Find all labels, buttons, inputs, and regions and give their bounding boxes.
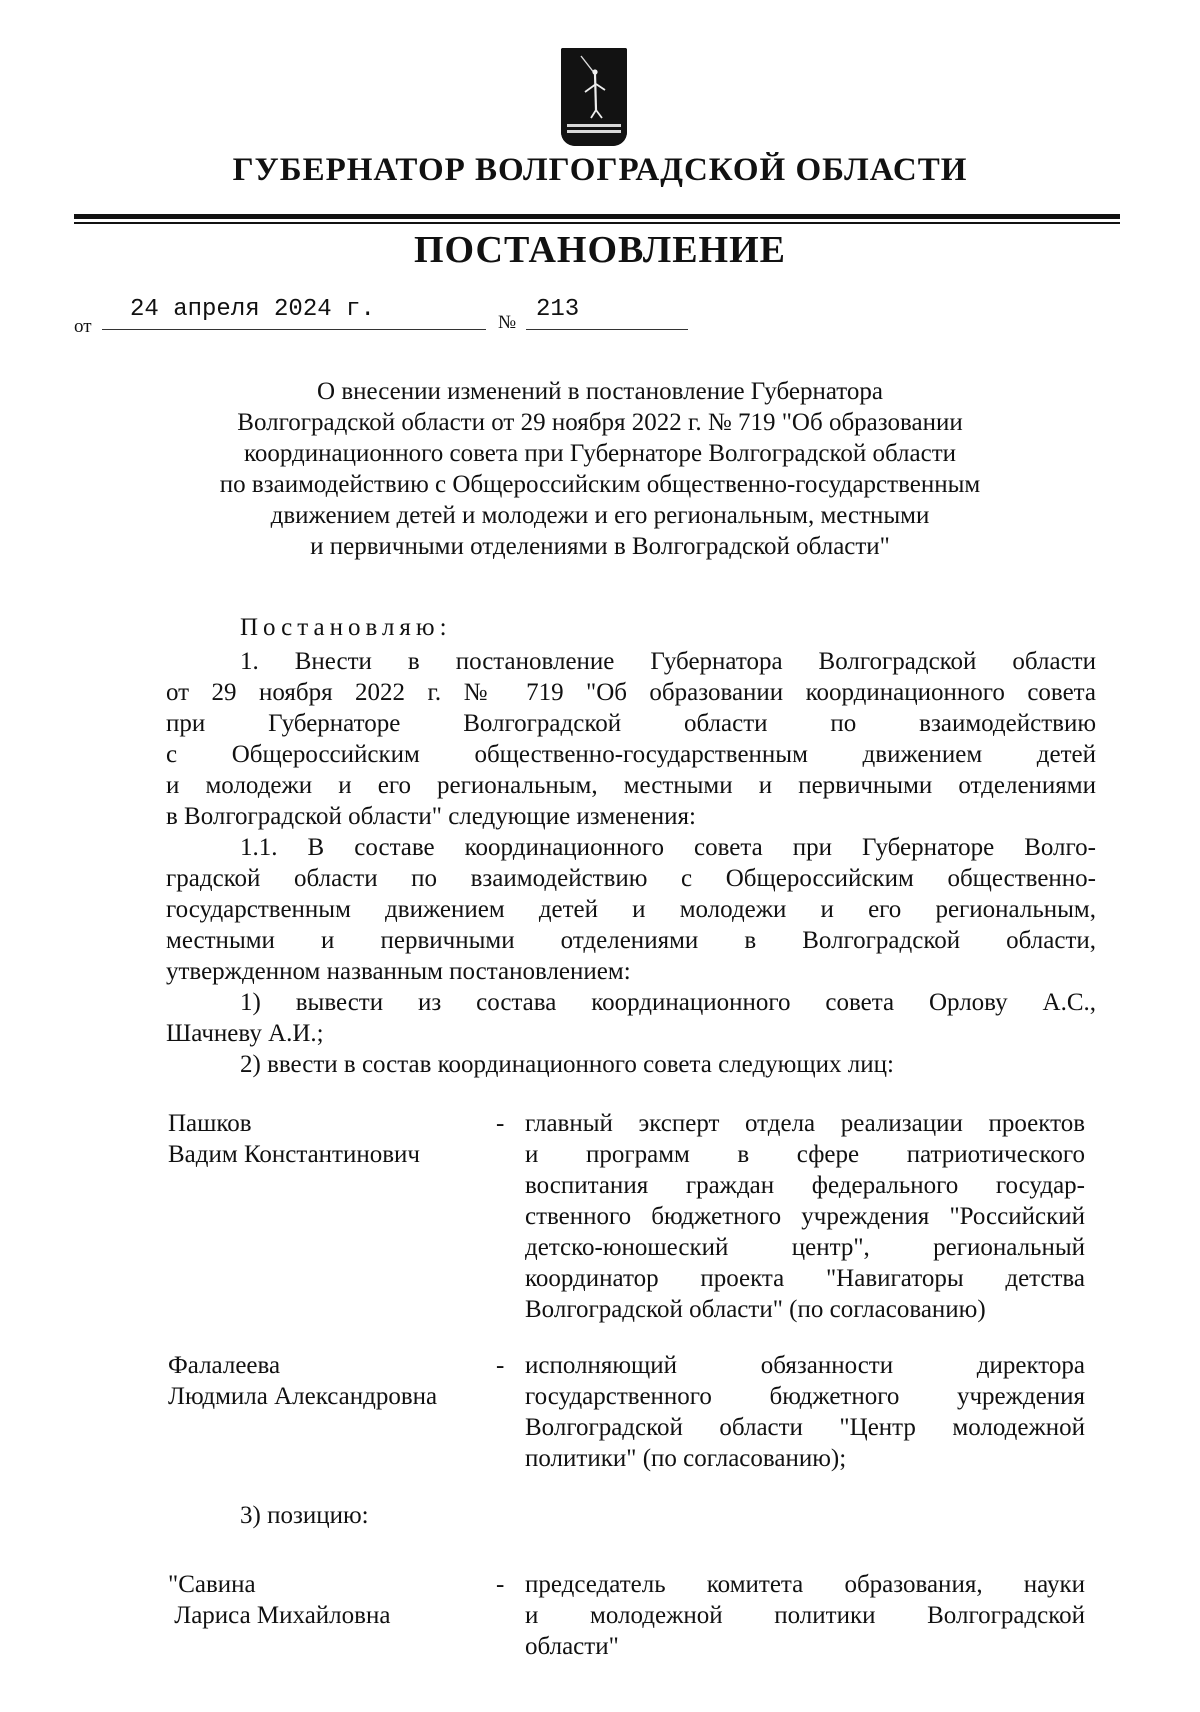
document-number: 213 <box>536 296 580 323</box>
paragraph-line: 1. Внести в постановление Губернатора Волгоградской области <box>240 648 1096 675</box>
position-role <box>525 1569 1085 1662</box>
member-role <box>525 1108 1085 1325</box>
position-name <box>168 1569 488 1631</box>
title-line: О внесении изменений в постановление Губернатора <box>317 378 883 405</box>
paragraph-line: 2) ввести в состав координационного совета следующих лиц: <box>240 1051 894 1078</box>
number-label: № <box>498 312 517 333</box>
member-role <box>525 1350 1085 1474</box>
title-line: по взаимодействию с Общероссийским общественно-государственным <box>219 471 981 498</box>
member-name <box>168 1108 488 1170</box>
member-dash: - <box>496 1110 505 1137</box>
paragraph-1-1 <box>166 832 1096 987</box>
role-line: Волгоградской области "Центр молодежной <box>525 1414 1085 1441</box>
role-line: Волгоградской области" (по согласованию) <box>525 1296 986 1323</box>
document-type: ПОСТАНОВЛЕНИЕ <box>413 229 787 271</box>
header-divider-thin <box>74 222 1120 224</box>
position-dash: - <box>496 1571 505 1598</box>
member-surname: Фалалеева <box>168 1352 281 1379</box>
member-dash: - <box>496 1352 505 1379</box>
role-line: государственного бюджетного учреждения <box>525 1383 1085 1410</box>
paragraph-line: с Общероссийским общественно-государственным движением детей <box>166 741 1096 768</box>
document-title <box>100 376 1100 562</box>
member-given-names: Людмила Александровна <box>168 1383 438 1410</box>
paragraph-line: при Губернаторе Волгоградской области по взаимодействию <box>166 710 1096 737</box>
paragraph-line: 3) позицию: <box>240 1502 369 1529</box>
role-line: политики" (по согласованию); <box>525 1445 847 1472</box>
paragraph-line: местными и первичными отделениями в Волгоградской области, <box>166 927 1096 954</box>
paragraph-line: утвержденном названным постановлением: <box>166 958 631 985</box>
member-name <box>168 1350 488 1412</box>
item-2 <box>166 1049 1096 1080</box>
role-line: области" <box>525 1633 619 1660</box>
title-line: Волгоградской области от 29 ноября 2022 г. № 719 "Об образовании <box>237 409 963 436</box>
document-date: 24 апреля 2024 г. <box>130 296 375 323</box>
title-line: движением детей и молодежи и его региональным, местными <box>270 502 930 529</box>
paragraph-line: градской области по взаимодействию с Общероссийским общественно- <box>166 865 1096 892</box>
decree-word: Постановляю: <box>240 614 452 641</box>
role-line: ственного бюджетного учреждения "Российский <box>525 1203 1085 1230</box>
title-line: и первичными отделениями в Волгоградской области" <box>310 533 890 560</box>
date-prefix-label: от <box>74 316 92 337</box>
role-line: и программ в сфере патриотического <box>525 1141 1085 1168</box>
role-line: председатель комитета образования, науки <box>525 1571 1085 1598</box>
member-surname: Пашков <box>168 1110 252 1137</box>
position-given-names: Лариса Михайловна <box>168 1602 391 1629</box>
header-divider-thick <box>74 214 1120 219</box>
paragraph-line: от 29 ноября 2022 г. № 719 "Об образовании координационного совета <box>166 679 1096 706</box>
paragraph-1 <box>166 646 1096 832</box>
paragraph-line: Шачневу А.И.; <box>166 1020 324 1047</box>
position-surname: "Савина <box>168 1571 256 1598</box>
member-given-names: Вадим Константинович <box>168 1141 420 1168</box>
paragraph-line: в Волгоградской области" следующие изменения: <box>166 803 696 830</box>
date-underline <box>102 329 486 330</box>
role-line: детско-юношеский центр", региональный <box>525 1234 1085 1261</box>
item-1 <box>166 987 1096 1049</box>
paragraph-line: 1.1. В составе координационного совета при Губернаторе Волго- <box>240 834 1096 861</box>
volgograd-coat-of-arms-icon <box>561 48 627 146</box>
paragraph-line: государственным движением детей и молодежи и его региональным, <box>166 896 1096 923</box>
role-line: воспитания граждан федерального государ- <box>525 1172 1085 1199</box>
paragraph-line: и молодежи и его региональным, местными и первичными отделениями <box>166 772 1096 799</box>
role-line: координатор проекта "Навигаторы детства <box>525 1265 1085 1292</box>
title-line: координационного совета при Губернаторе Волгоградской области <box>243 440 957 467</box>
paragraph-line: 1) вывести из состава координационного совета Орлову А.С., <box>240 989 1096 1016</box>
item-3 <box>166 1500 1096 1531</box>
role-line: главный эксперт отдела реализации проектов <box>525 1110 1085 1137</box>
issuing-authority: ГУБЕРНАТОР ВОЛГОГРАДСКОЙ ОБЛАСТИ <box>232 152 968 188</box>
role-line: исполняющий обязанности директора <box>525 1352 1085 1379</box>
role-line: и молодежной политики Волгоградской <box>525 1602 1085 1629</box>
number-underline <box>526 329 688 330</box>
